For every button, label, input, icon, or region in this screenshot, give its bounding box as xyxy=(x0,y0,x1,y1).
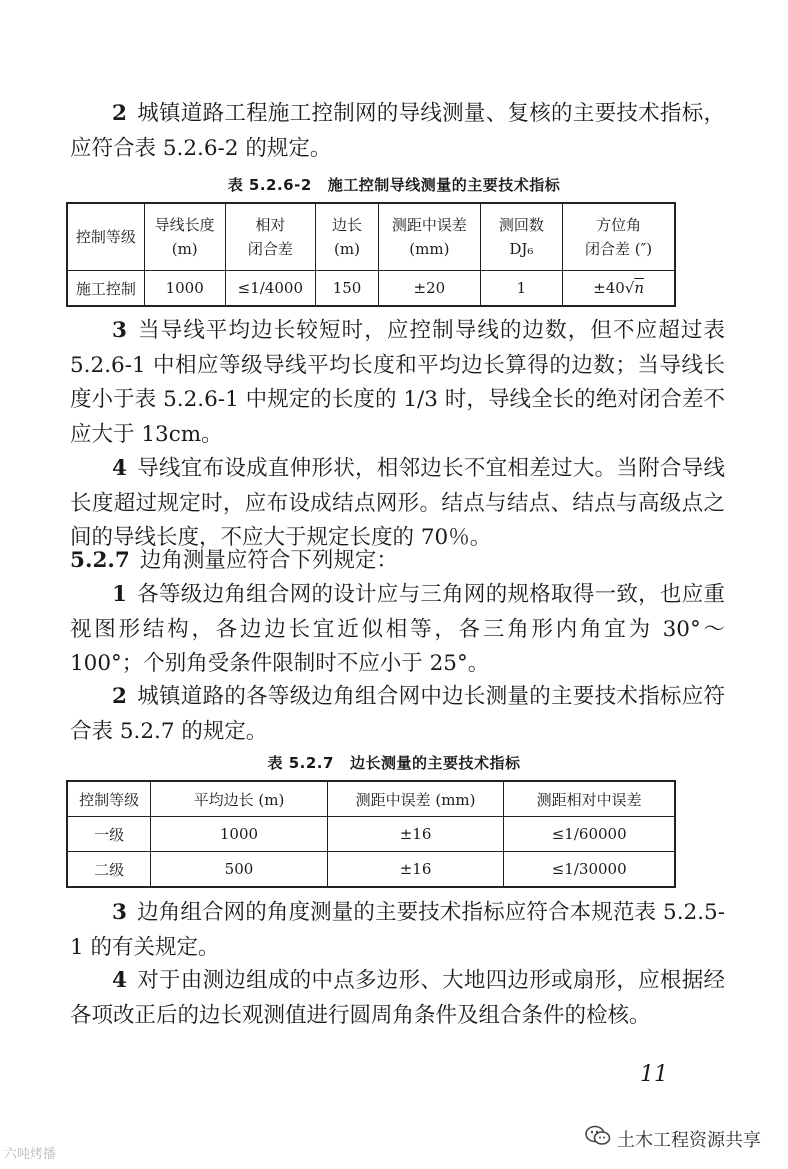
header-cell: 导线长度 (m) xyxy=(144,203,225,271)
section-text: 边角测量应符合下列规定： xyxy=(139,548,398,573)
item-number: 2 xyxy=(112,101,127,126)
paragraph-item-4 xyxy=(70,452,725,556)
table-caption-title: 边长测量的主要技术指标 xyxy=(349,754,521,772)
table-cell: 施工控制 xyxy=(67,271,144,307)
item-number: 4 xyxy=(112,968,127,993)
item-number: 3 xyxy=(112,900,127,925)
item-number: 4 xyxy=(112,456,127,481)
paragraph-item-2b xyxy=(70,680,725,749)
table-cell: ≤1/4000 xyxy=(225,271,315,307)
table-cell: 1000 xyxy=(144,271,225,307)
table-caption-title: 施工控制导线测量的主要技术指标 xyxy=(327,176,561,194)
table-cell: ≤1/30000 xyxy=(504,852,675,888)
item-number: 2 xyxy=(112,684,127,709)
section-number: 5.2.7 xyxy=(70,548,130,573)
page-number: 11 xyxy=(640,1062,668,1087)
item-text: 对于由测边组成的中点多边形、大地四边形或扇形，应根据经各项改正后的边长观测值进行圆周角条件及组合条件的检核。 xyxy=(70,968,725,1028)
section-heading-5-2-7 xyxy=(70,544,725,579)
item-text: 边角组合网的角度测量的主要技术指标应符合本规范表 5.2.5-1 的有关规定。 xyxy=(70,900,725,960)
header-cell: 控制等级 xyxy=(67,203,144,271)
table-side-length xyxy=(66,780,676,888)
paragraph-item-3 xyxy=(70,314,725,452)
table-caption xyxy=(0,752,788,773)
table-cell: 150 xyxy=(315,271,378,307)
item-text: 导线宜布设成直伸形状，相邻边长不宜相差过大。当附合导线长度超过规定时，应布设成结点网形。结点与结点、结点与高级点之间的导线长度，不应大于规定长度的 70％。 xyxy=(70,456,725,550)
item-number: 3 xyxy=(112,318,127,343)
table-caption-number: 表 5.2.6-2 xyxy=(227,176,312,194)
table-cell: 二级 xyxy=(67,852,151,888)
table-cell: ±16 xyxy=(327,852,504,888)
wechat-icon xyxy=(585,1125,611,1152)
table-cell: ±40√n xyxy=(563,271,675,307)
paragraph-item-1 xyxy=(70,578,725,682)
watermark-left: 六吨烤播 xyxy=(4,1147,57,1162)
item-text: 城镇道路工程施工控制网的导线测量、复核的主要技术指标，应符合表 5.2.6-2 的规定。 xyxy=(70,101,725,161)
header-cell: 测回数 DJ₆ xyxy=(480,203,562,271)
watermark-text: 土木工程资源共享 xyxy=(617,1129,761,1151)
item-text: 各等级边角组合网的设计应与三角网的规格取得一致，也应重视图形结构，各边边长宜近似相等，各三角形内角宜为 30°～100°；个别角受条件限制时不应小于 25°。 xyxy=(70,582,725,676)
table-cell: 一级 xyxy=(67,817,151,852)
header-cell: 相对 闭合差 xyxy=(225,203,315,271)
table-header-row xyxy=(67,203,675,271)
sqrt-symbol: √n xyxy=(624,279,645,297)
table-caption-number: 表 5.2.7 xyxy=(267,754,334,772)
table-row xyxy=(67,852,675,888)
watermark-right xyxy=(585,1125,761,1152)
item-text: 城镇道路的各等级边角组合网中边长测量的主要技术指标应符合表 5.2.7 的规定。 xyxy=(70,684,725,744)
table-cell: ±16 xyxy=(327,817,504,852)
paragraph-item-4b xyxy=(70,964,725,1033)
table-row xyxy=(67,817,675,852)
header-cell: 平均边长 (m) xyxy=(151,781,327,817)
table-row xyxy=(67,271,675,307)
table-cell: 1 xyxy=(480,271,562,307)
header-cell: 测距中误差 (mm) xyxy=(327,781,504,817)
table-control-traverse xyxy=(66,202,676,307)
header-cell: 方位角 闭合差 (″) xyxy=(563,203,675,271)
table-cell: 500 xyxy=(151,852,327,888)
item-text: 当导线平均边长较短时，应控制导线的边数，但不应超过表 5.2.6-1 中相应等级导线平均长度和平均边长算得的边数；当导线长度小于表 5.2.6-1 中规定的长度的 1/3 时，导线全长的绝对闭合差不应大于 13cm。 xyxy=(70,318,725,447)
header-cell: 测距相对中误差 xyxy=(504,781,675,817)
table-header-row xyxy=(67,781,675,817)
header-cell: 测距中误差 (mm) xyxy=(379,203,481,271)
table-cell: 1000 xyxy=(151,817,327,852)
table-caption xyxy=(0,174,788,195)
paragraph-item-2 xyxy=(70,97,725,166)
table-cell: ≤1/60000 xyxy=(504,817,675,852)
item-number: 1 xyxy=(112,582,127,607)
table-cell: ±20 xyxy=(379,271,481,307)
header-cell: 边长 (m) xyxy=(315,203,378,271)
header-cell: 控制等级 xyxy=(67,781,151,817)
paragraph-item-3b xyxy=(70,896,725,965)
